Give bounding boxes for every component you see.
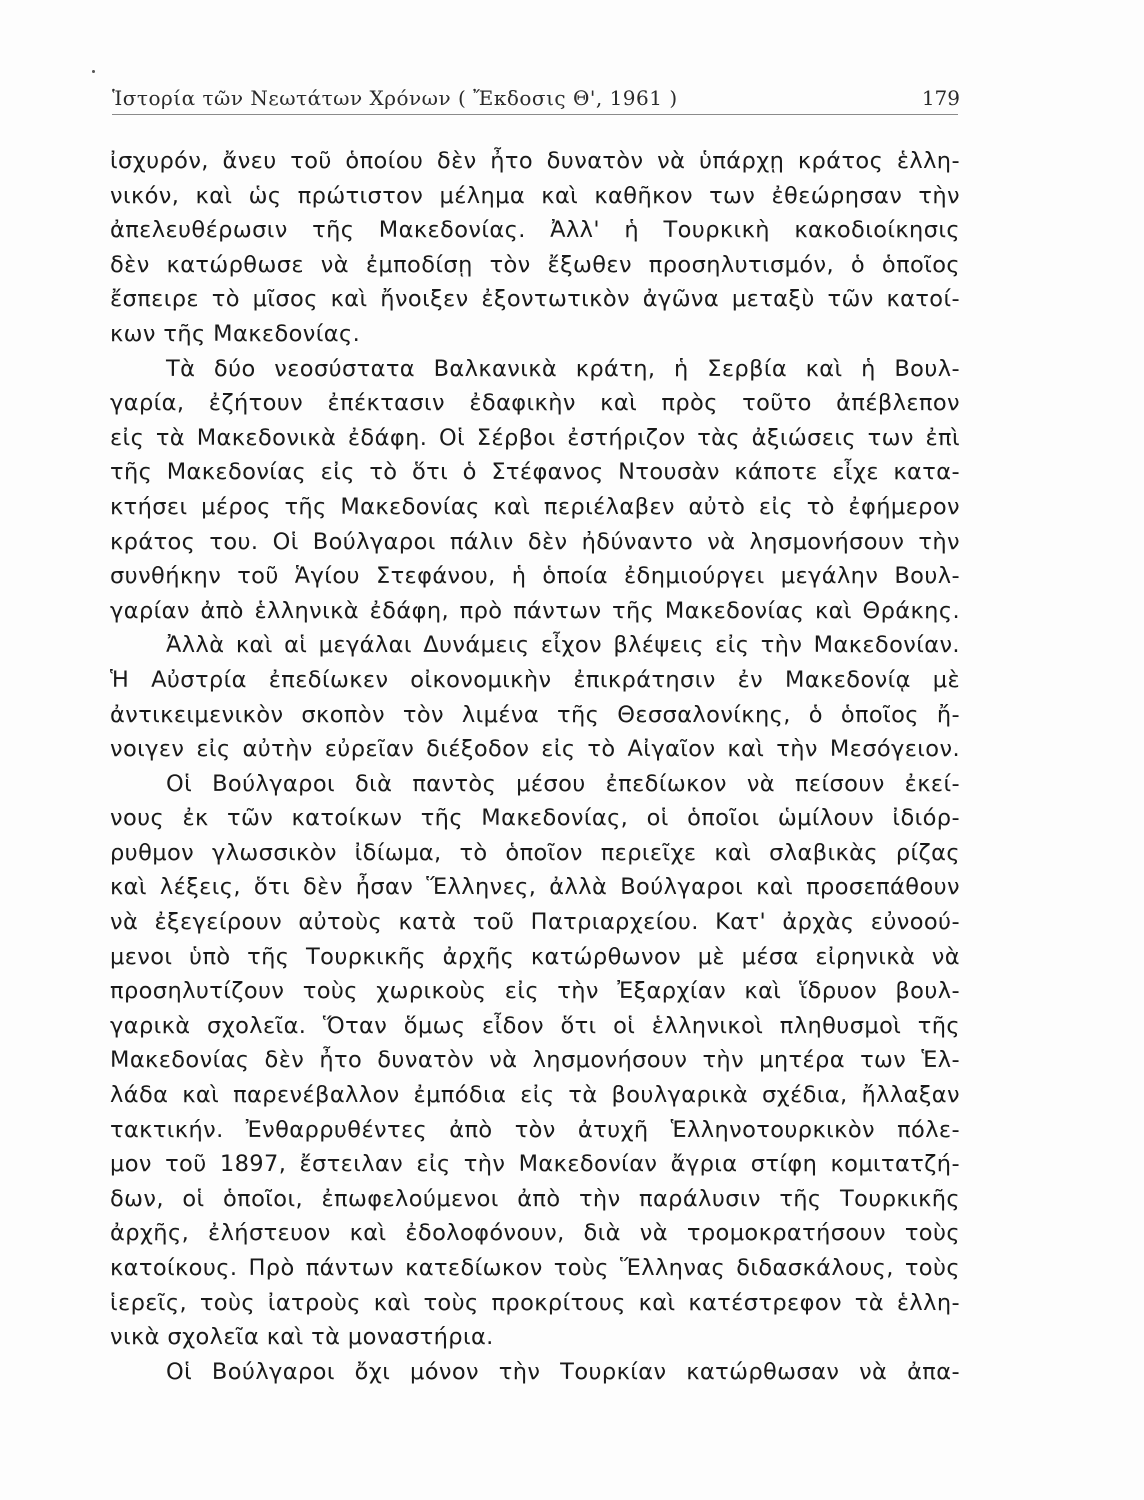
text-line: Μακεδονίας δὲν ἦτο δυνατὸν νὰ λησμονήσουν τὴν μητέρα των Ἑλ-	[110, 1047, 960, 1074]
text-line: νους ἐκ τῶν κατοίκων τῆς Μακεδονίας, οἱ ὁποῖοι ὡμίλουν ἰδιόρ-	[110, 805, 960, 832]
text-line: κων τῆς Μακεδονίας.	[110, 320, 361, 347]
text-line: δων, οἱ ὁποῖοι, ἐπωφελούμενοι ἀπὸ τὴν παράλυσιν τῆς Τουρκικῆς	[110, 1185, 960, 1212]
text-line: ἰσχυρόν, ἄνευ τοῦ ὁποίου δὲν ἦτο δυνατὸν νὰ ὑπάρχῃ κράτος ἑλλη-	[110, 148, 960, 174]
text-line: Ἡ Αὐστρία ἐπεδίωκεν οἰκονομικὴν ἐπικράτησιν ἐν Μακεδονίᾳ μὲ	[110, 666, 960, 693]
text-line: νοιγεν εἰς αὐτὴν εὐρεῖαν διέξοδον εἰς τὸ Αἰγαῖον καὶ τὴν Μεσόγειον.	[110, 736, 960, 763]
text-line: εἰς τὰ Μακεδονικὰ ἐδάφη. Οἱ Σέρβοι ἐστήριζον τὰς ἀξιώσεις των ἐπὶ	[110, 424, 960, 451]
header-title: Ἱστορία τῶν Νεωτάτων Χρόνων ( Ἔκδοσις Θ', 1961 )	[112, 86, 678, 110]
running-header	[112, 86, 960, 116]
text-line: Οἱ Βούλγαροι διὰ παντὸς μέσου ἐπεδίωκον νὰ πείσουν ἐκεί-	[166, 770, 960, 797]
text-line: κτήσει μέρος τῆς Μακεδονίας καὶ περιέλαβεν αὐτὸ εἰς τὸ ἐφήμερον	[110, 493, 960, 520]
text-line: συνθήκην τοῦ Ἁγίου Στεφάνου, ἡ ὁποία ἐδημιούργει μεγάλην Βουλ-	[110, 563, 960, 590]
text-line: τακτικήν. Ἐνθαρρυθέντες ἀπὸ τὸν ἀτυχῆ Ἑλληνοτουρκικὸν πόλε-	[110, 1116, 960, 1143]
text-line: μενοι ὑπὸ τῆς Τουρκικῆς ἀρχῆς κατώρθωνον μὲ μέσα εἰρηνικὰ νὰ	[110, 943, 960, 970]
text-line: ἀπελευθέρωσιν τῆς Μακεδονίας. Ἀλλ' ἡ Τουρκικὴ κακοδιοίκησις	[110, 217, 960, 244]
page-speck	[92, 70, 95, 73]
text-line: ἀντικειμενικὸν σκοπὸν τὸν λιμένα τῆς Θεσσαλονίκης, ὁ ὁποῖος ἤ-	[110, 701, 960, 728]
text-line: κατοίκους. Πρὸ πάντων κατεδίωκον τοὺς Ἕλληνας διδασκάλους, τοὺς	[110, 1255, 960, 1281]
text-line: γαρικὰ σχολεῖα. Ὅταν ὅμως εἶδον ὅτι οἱ ἑλληνικοὶ πληθυσμοὶ τῆς	[110, 1012, 960, 1039]
body-text	[110, 144, 960, 1389]
text-line: νὰ ἐξεγείρουν αὐτοὺς κατὰ τοῦ Πατριαρχείου. Κατ' ἀρχὰς εὐνοού-	[110, 909, 960, 936]
text-line: γαρίαν ἀπὸ ἑλληνικὰ ἐδάφη, πρὸ πάντων τῆς Μακεδονίας καὶ Θράκης.	[110, 597, 960, 624]
text-line: καὶ λέξεις, ὅτι δὲν ἦσαν Ἕλληνες, ἀλλὰ Βούλγαροι καὶ προσεπάθουν	[110, 874, 960, 901]
text-line: ἀρχῆς, ἐλήστευον καὶ ἐδολοφόνουν, διὰ νὰ τρομοκρατήσουν τοὺς	[110, 1220, 960, 1247]
header-rule	[112, 114, 958, 115]
text-line: Οἱ Βούλγαροι ὄχι μόνον τὴν Τουρκίαν κατώρθωσαν νὰ ἀπα-	[166, 1358, 960, 1385]
text-line: Ἀλλὰ καὶ αἱ μεγάλαι Δυνάμεις εἶχον βλέψεις εἰς τὴν Μακεδονίαν.	[166, 632, 960, 659]
text-line: Τὰ δύο νεοσύστατα Βαλκανικὰ κράτη, ἡ Σερβία καὶ ἡ Βουλ-	[166, 355, 960, 382]
text-line: μον τοῦ 1897, ἔστειλαν εἰς τὴν Μακεδονίαν ἄγρια στίφη κομιτατζή-	[110, 1151, 960, 1178]
text-line: ἔσπειρε τὸ μῖσος καὶ ἤνοιξεν ἐξοντωτικὸν ἀγῶνα μεταξὺ τῶν κατοί-	[110, 286, 960, 313]
text-line: ἱερεῖς, τοὺς ἰατροὺς καὶ τοὺς προκρίτους καὶ κατέστρεφον τὰ ἑλλη-	[110, 1289, 960, 1316]
page-number: 179	[921, 86, 960, 110]
text-line: νικόν, καὶ ὡς πρώτιστον μέλημα καὶ καθῆκον των ἐθεώρησαν τὴν	[110, 182, 960, 209]
text-line: τῆς Μακεδονίας εἰς τὸ ὅτι ὁ Στέφανος Ντουσὰν κάποτε εἶχε κατα-	[110, 459, 960, 486]
text-line: λάδα καὶ παρενέβαλλον ἐμπόδια εἰς τὰ βουλγαρικὰ σχέδια, ἤλλαξαν	[110, 1082, 960, 1109]
text-line: δὲν κατώρθωσε νὰ ἐμποδίσῃ τὸν ἔξωθεν προσηλυτισμόν, ὁ ὁποῖος	[110, 251, 960, 278]
text-line: νικὰ σχολεῖα καὶ τὰ μοναστήρια.	[110, 1324, 494, 1351]
text-line: κράτος του. Οἱ Βούλγαροι πάλιν δὲν ἠδύναντο νὰ λησμονήσουν τὴν	[110, 528, 960, 555]
text-line: γαρία, ἐζήτουν ἐπέκτασιν ἐδαφικὴν καὶ πρὸς τοῦτο ἀπέβλεπον	[110, 390, 960, 417]
text-line: ρυθμον γλωσσικὸν ἰδίωμα, τὸ ὁποῖον περιεῖχε καὶ σλαβικὰς ρίζας	[110, 839, 960, 866]
text-line: προσηλυτίζουν τοὺς χωρικοὺς εἰς τὴν Ἐξαρχίαν καὶ ἵδρυον βουλ-	[110, 978, 960, 1005]
